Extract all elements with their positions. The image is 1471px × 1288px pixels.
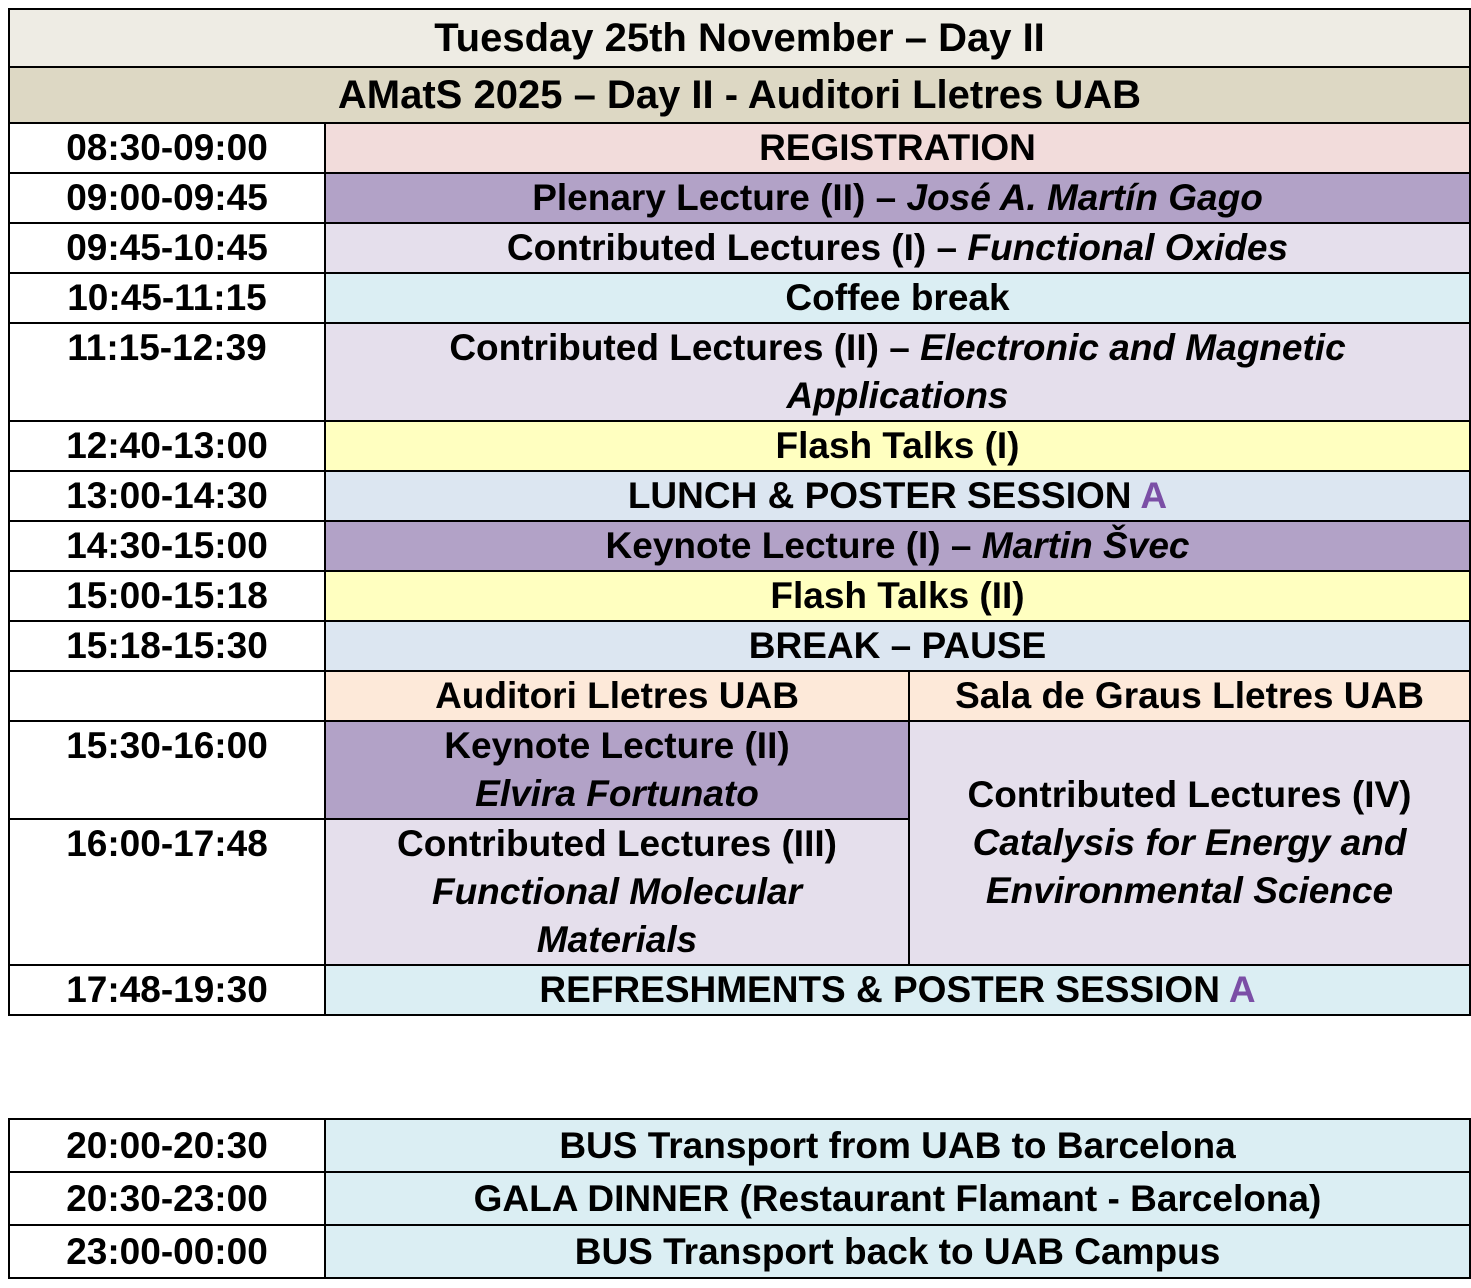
session-contrib-3 bbox=[325, 819, 909, 965]
row-coffee bbox=[9, 273, 1470, 323]
venue-left: Auditori Lletres UAB bbox=[325, 671, 909, 721]
event-bus-back: BUS Transport back to UAB Campus bbox=[325, 1225, 1470, 1278]
row-bus-back bbox=[9, 1225, 1470, 1278]
session-plenary bbox=[325, 173, 1470, 223]
session-contrib-4 bbox=[909, 721, 1470, 965]
row-registration bbox=[9, 123, 1470, 173]
session-label: Contributed Lectures (IV) bbox=[967, 774, 1412, 815]
speaker-name: José A. Martín Gago bbox=[906, 177, 1263, 218]
time-cell: 13:00-14:30 bbox=[9, 471, 325, 521]
time-cell: 15:30-16:00 bbox=[9, 721, 325, 819]
session-label: Keynote Lecture (II) bbox=[444, 725, 790, 766]
session-flash-1: Flash Talks (I) bbox=[325, 421, 1470, 471]
row-refreshments bbox=[9, 965, 1470, 1015]
venue-right: Sala de Graus Lletres UAB bbox=[909, 671, 1470, 721]
row-lunch bbox=[9, 471, 1470, 521]
time-cell: 23:00-00:00 bbox=[9, 1225, 325, 1278]
empty-time-cell bbox=[9, 671, 325, 721]
session-registration: REGISTRATION bbox=[325, 123, 1470, 173]
day-title: Tuesday 25th November – Day II bbox=[9, 9, 1470, 67]
time-cell: 14:30-15:00 bbox=[9, 521, 325, 571]
speaker-name: Elvira Fortunato bbox=[475, 773, 759, 814]
evening-table bbox=[8, 1118, 1471, 1279]
session-keynote-1 bbox=[325, 521, 1470, 571]
venue-title: AMatS 2025 – Day II - Auditori Lletres UAB bbox=[9, 67, 1470, 123]
row-keynote-2 bbox=[9, 721, 1470, 819]
row-contrib-1 bbox=[9, 223, 1470, 273]
time-cell: 10:45-11:15 bbox=[9, 273, 325, 323]
session-label: REFRESHMENTS & POSTER SESSION bbox=[539, 969, 1229, 1010]
session-label: Plenary Lecture (II) – bbox=[532, 177, 907, 218]
session-coffee: Coffee break bbox=[325, 273, 1470, 323]
time-cell: 08:30-09:00 bbox=[9, 123, 325, 173]
session-lunch bbox=[325, 471, 1470, 521]
session-label: Contributed Lectures (I) – bbox=[506, 227, 968, 268]
time-cell: 20:00-20:30 bbox=[9, 1119, 325, 1172]
row-flash-2 bbox=[9, 571, 1470, 621]
time-cell: 12:40-13:00 bbox=[9, 421, 325, 471]
row-keynote-1 bbox=[9, 521, 1470, 571]
row-flash-1 bbox=[9, 421, 1470, 471]
row-venues bbox=[9, 671, 1470, 721]
session-flash-2: Flash Talks (II) bbox=[325, 571, 1470, 621]
row-gala-dinner bbox=[9, 1172, 1470, 1225]
schedule-table bbox=[8, 8, 1471, 1016]
time-cell: 20:30-23:00 bbox=[9, 1172, 325, 1225]
time-cell: 16:00-17:48 bbox=[9, 819, 325, 965]
time-cell: 17:48-19:30 bbox=[9, 965, 325, 1015]
event-bus-to-barcelona: BUS Transport from UAB to Barcelona bbox=[325, 1119, 1470, 1172]
time-cell: 15:18-15:30 bbox=[9, 621, 325, 671]
poster-session-letter: A bbox=[1140, 475, 1168, 516]
session-label: Contributed Lectures (II) – bbox=[449, 327, 921, 368]
session-topic: Functional Molecular Materials bbox=[431, 871, 803, 960]
poster-session-letter: A bbox=[1228, 969, 1256, 1010]
session-topic: Catalysis for Energy and Environmental Science bbox=[972, 822, 1407, 911]
row-contrib-2 bbox=[9, 323, 1470, 421]
session-keynote-2 bbox=[325, 721, 909, 819]
time-cell: 09:00-09:45 bbox=[9, 173, 325, 223]
row-plenary bbox=[9, 173, 1470, 223]
time-cell: 15:00-15:18 bbox=[9, 571, 325, 621]
session-label: Contributed Lectures (III) bbox=[397, 823, 837, 864]
session-contrib-2 bbox=[325, 323, 1470, 421]
session-contrib-1 bbox=[325, 223, 1470, 273]
row-bus-to-barcelona bbox=[9, 1119, 1470, 1172]
session-refreshments bbox=[325, 965, 1470, 1015]
row-break bbox=[9, 621, 1470, 671]
session-label: Keynote Lecture (I) – bbox=[605, 525, 982, 566]
session-topic: Electronic and Magnetic Applications bbox=[786, 327, 1346, 416]
speaker-name: Martin Švec bbox=[981, 525, 1190, 566]
session-label: LUNCH & POSTER SESSION bbox=[627, 475, 1141, 516]
event-gala-dinner: GALA DINNER (Restaurant Flamant - Barcelona) bbox=[325, 1172, 1470, 1225]
time-cell: 11:15-12:39 bbox=[9, 323, 325, 421]
session-break: BREAK – PAUSE bbox=[325, 621, 1470, 671]
time-cell: 09:45-10:45 bbox=[9, 223, 325, 273]
session-topic: Functional Oxides bbox=[967, 227, 1289, 268]
